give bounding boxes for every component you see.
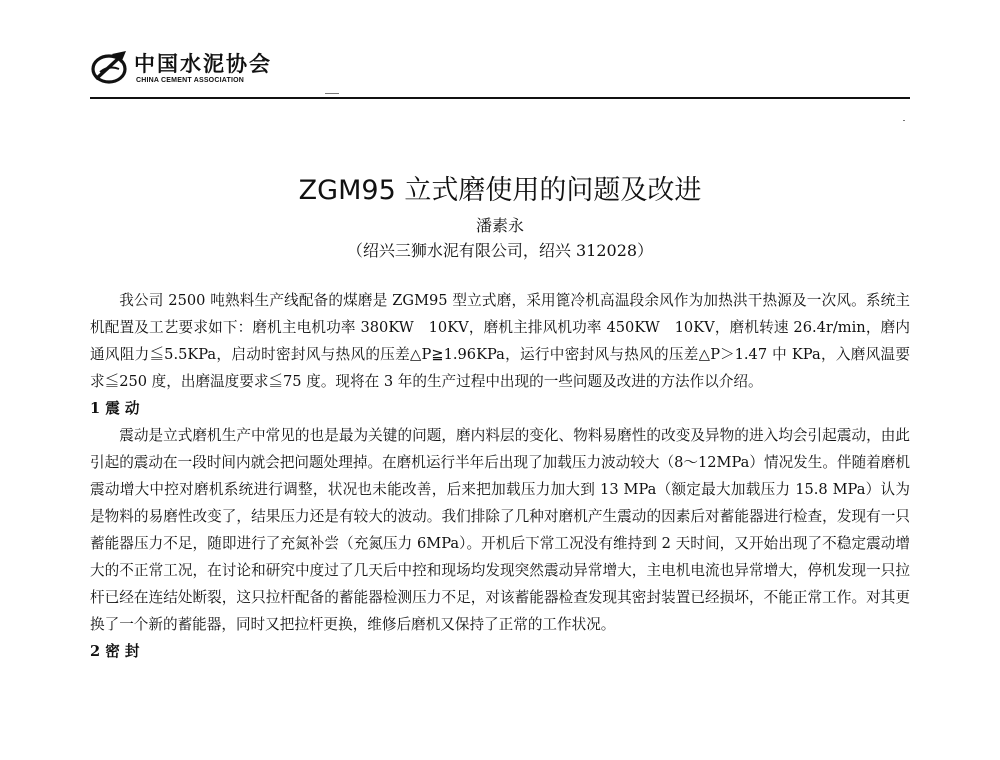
article-author: 潘素永: [475, 216, 524, 235]
section-heading-vibration: 1 震 动: [90, 400, 140, 417]
header-rule: [90, 97, 910, 99]
article-body: [90, 287, 910, 665]
scan-speck: [325, 93, 339, 94]
org-name-cn: 中国水泥协会: [134, 51, 272, 76]
page-header: [90, 46, 908, 98]
intro-paragraph: 我公司 2500 吨熟料生产线配备的煤磨是 ZGM95 型立式磨，采用篦冷机高温段余风作为加热洪干热源及一次风。系统主机配置及工艺要求如下：磨机主电机功率 380KW 10KV，磨机主排风机功率 450KW 10KV，磨机转速 26.4r/min，磨内通风阻力≦5.5KPa，启动时密封风与热风的压差△P≧1.96KPa，运行中密封风与热风的压差△P＞1.47 中 KPa，入磨风温要求≦250 度，出磨温度要求≦75 度。现将在 3 年的生产过程中出现的一些问题及改进的方法作以介绍。: [90, 292, 910, 390]
org-name-en: CHINA CEMENT ASSOCIATION: [136, 77, 244, 84]
article-title: ZGM95 立式磨使用的问题及改进: [298, 175, 702, 206]
cement-association-logo-icon: [90, 48, 130, 88]
scan-speck: [903, 120, 905, 121]
article-affiliation: （绍兴三狮水泥有限公司，绍兴 312028）: [346, 241, 654, 260]
section-paragraph-vibration: 震动是立式磨机生产中常见的也是最为关键的问题，磨内料层的变化、物料易磨性的改变及异物的进入均会引起震动，由此引起的震动在一段时间内就会把问题处理掉。在磨机运行半年后出现了加载压力波动较大（8～12MPa）情况发生。伴随着磨机震动增大中控对磨机系统进行调整，状况也未能改善，后来把加载压力加大到 13 MPa（额定最大加载压力 15.8 MPa）认为是物料的易磨性改变了，结果压力还是有较大的波动。我们排除了几种对磨机产生震动的因素后对蓄能器进行检查，发现有一只蓄能器压力不足，随即进行了充氮补尝（充氮压力 6MPa）。开机后下常工况没有维持到 2 天时间，又开始出现了不稳定震动增大的不正常工况，在讨论和研究中度过了几天后中控和现场均发现突然震动异常增大，主电机电流也异常增大，停机发现一只拉杆已经在连结处断裂，这只拉杆配备的蓄能器检测压力不足，对该蓄能器检查发现其密封装置已经损坏，不能正常工作。对其更换了一个新的蓄能器，同时又把拉杆更换，维修后磨机又保持了正常的工作状况。: [90, 427, 910, 633]
section-heading-seal: 2 密 封: [90, 643, 140, 660]
